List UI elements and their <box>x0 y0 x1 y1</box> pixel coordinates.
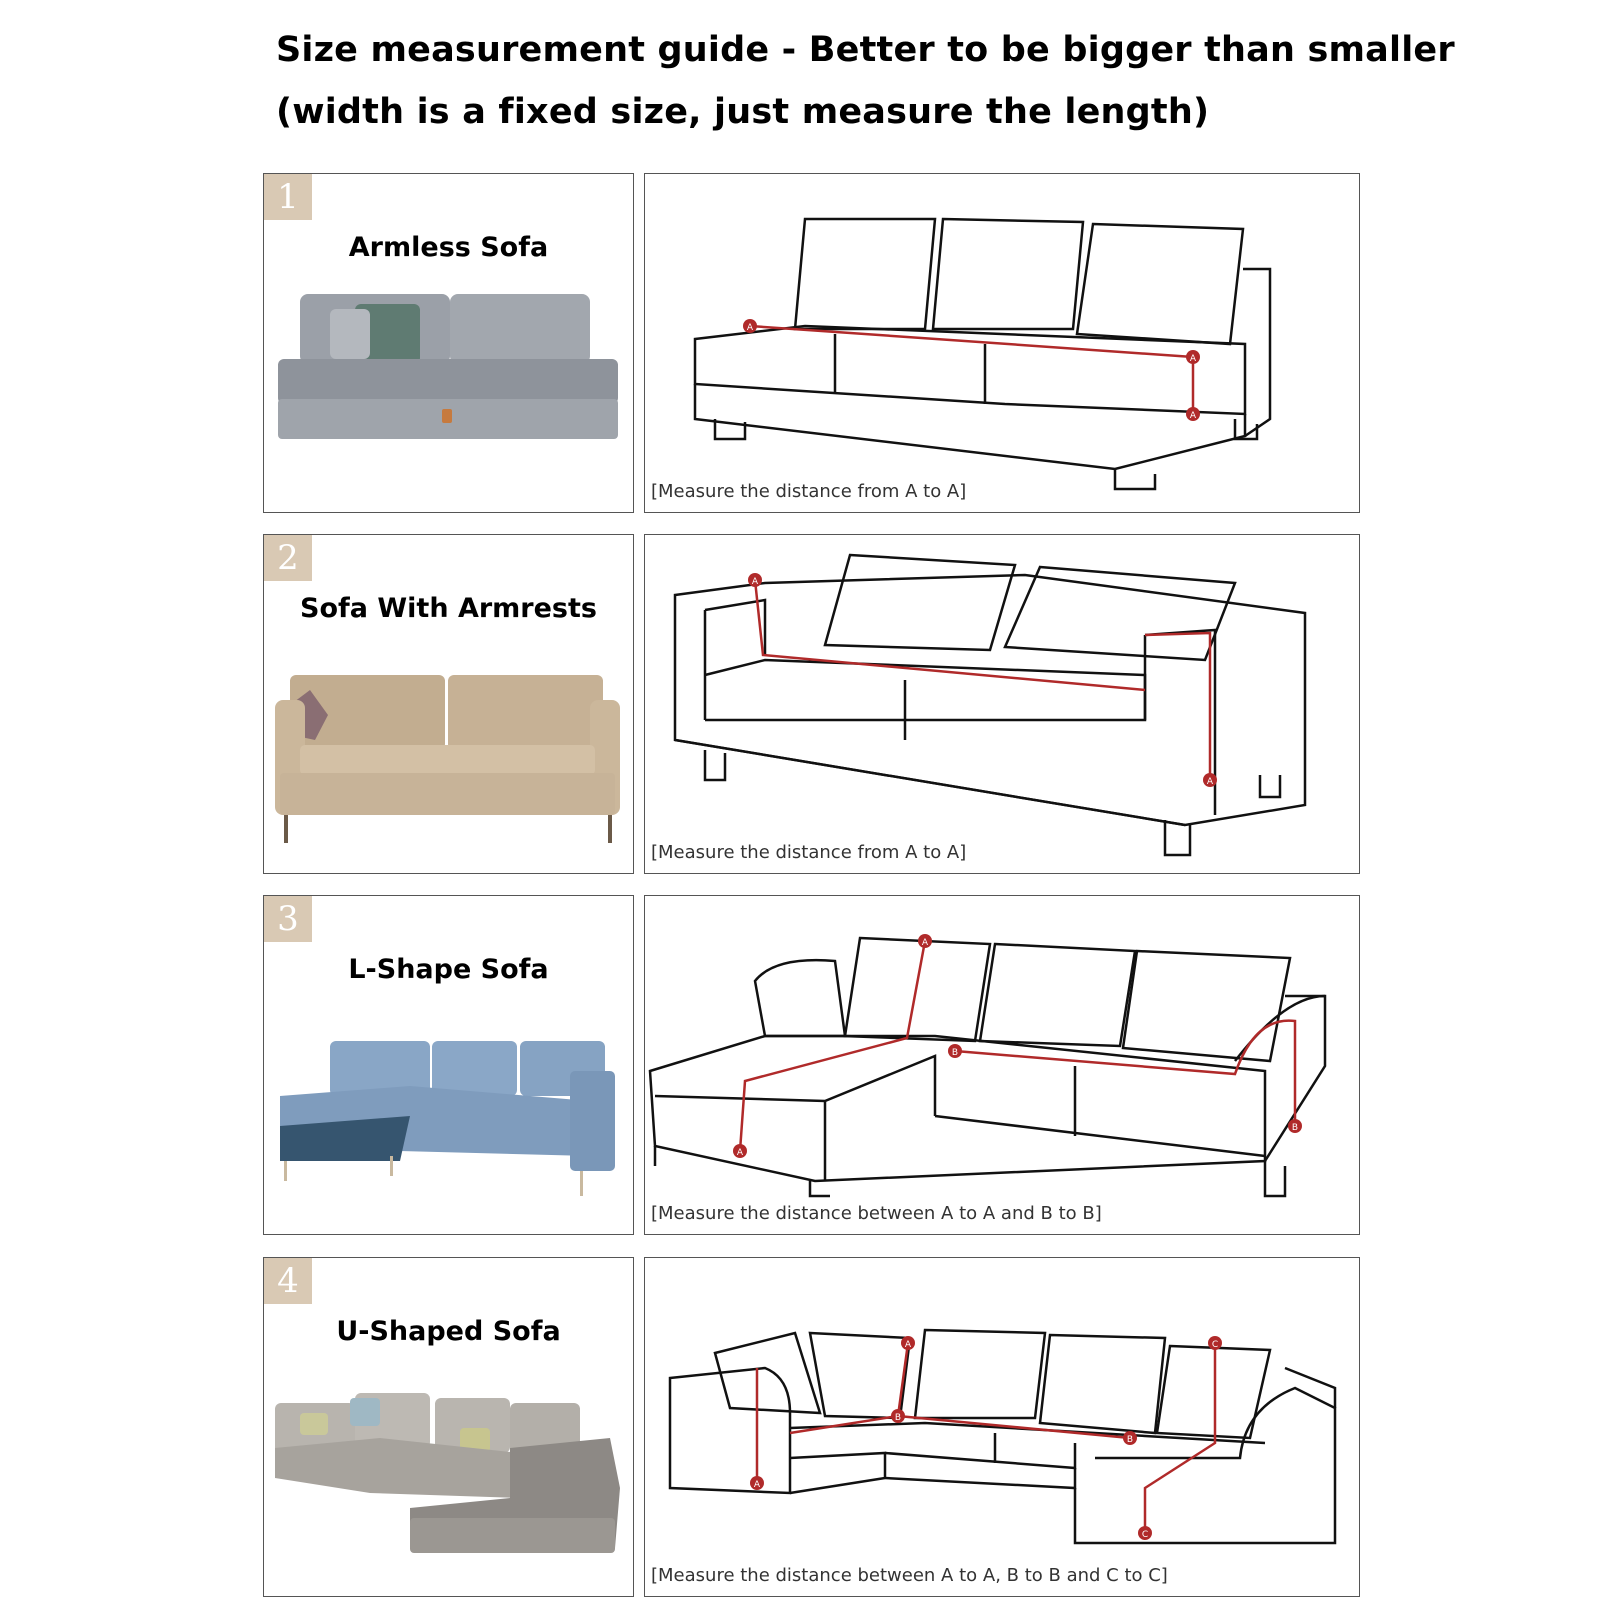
svg-text:B: B <box>951 1048 959 1058</box>
step-3-diagram-panel <box>644 895 1360 1235</box>
step-number-badge: 3 <box>264 896 312 942</box>
svg-text:B: B <box>1126 1435 1134 1445</box>
step-2-photo-panel <box>263 534 634 874</box>
step-1-photo-panel <box>263 173 634 513</box>
sofa-with-armrests-diagram <box>645 535 1361 875</box>
measure-marker-c <box>1138 1526 1152 1540</box>
sofa-type-label: Sofa With Armrests <box>300 593 597 624</box>
u-shaped-sofa-diagram <box>645 1258 1361 1598</box>
svg-text:A: A <box>1206 777 1214 787</box>
measure-caption: [Measure the distance from A to A] <box>651 481 967 502</box>
step-number-badge: 1 <box>264 174 312 220</box>
l-shape-sofa-photo <box>270 1006 626 1226</box>
measure-marker-b <box>1123 1431 1137 1445</box>
sofa-type-label: L-Shape Sofa <box>348 954 549 985</box>
measure-marker-a <box>748 573 762 587</box>
svg-text:A: A <box>1189 354 1197 364</box>
measure-marker-a <box>918 934 932 948</box>
measure-marker-c <box>1208 1336 1222 1350</box>
l-shape-sofa-diagram <box>645 896 1361 1236</box>
measure-caption: [Measure the distance between A to A and B to B] <box>651 1203 1102 1224</box>
svg-text:A: A <box>746 323 754 333</box>
step-4-diagram-panel <box>644 1257 1360 1597</box>
sofa-type-label: U-Shaped Sofa <box>336 1316 561 1347</box>
measure-marker-a <box>733 1144 747 1158</box>
guide-subtitle: (width is a fixed size, just measure the length) <box>276 92 1210 132</box>
measure-marker-a <box>1186 350 1200 364</box>
measure-marker-a <box>1186 407 1200 421</box>
sofa-with-armrests-photo <box>270 645 626 865</box>
svg-text:A: A <box>753 1480 761 1490</box>
measure-marker-b <box>891 1409 905 1423</box>
armless-sofa-diagram <box>645 174 1361 514</box>
step-number-badge: 4 <box>264 1258 312 1304</box>
sofa-type-label: Armless Sofa <box>348 232 549 263</box>
measure-marker-a <box>901 1336 915 1350</box>
svg-text:B: B <box>894 1413 902 1423</box>
armless-sofa-photo <box>270 284 626 504</box>
u-shaped-sofa-photo <box>270 1368 626 1588</box>
step-number-badge: 2 <box>264 535 312 581</box>
measure-marker-b <box>948 1044 962 1058</box>
guide-title: Size measurement guide - Better to be bigger than smaller <box>276 30 1455 70</box>
measure-caption: [Measure the distance from A to A] <box>651 842 967 863</box>
step-2-diagram-panel <box>644 534 1360 874</box>
svg-text:A: A <box>1189 411 1197 421</box>
svg-text:C: C <box>1141 1530 1149 1540</box>
measure-marker-a <box>743 319 757 333</box>
svg-text:B: B <box>1291 1123 1299 1133</box>
step-3-photo-panel <box>263 895 634 1235</box>
measure-marker-a <box>1203 773 1217 787</box>
measure-marker-b <box>1288 1119 1302 1133</box>
measure-marker-a <box>750 1476 764 1490</box>
step-1-diagram-panel <box>644 173 1360 513</box>
svg-text:A: A <box>904 1340 912 1350</box>
svg-text:A: A <box>751 577 759 587</box>
svg-text:A: A <box>921 938 929 948</box>
measure-caption: [Measure the distance between A to A, B to B and C to C] <box>651 1565 1168 1586</box>
svg-text:C: C <box>1211 1340 1219 1350</box>
svg-text:A: A <box>736 1148 744 1158</box>
step-4-photo-panel <box>263 1257 634 1597</box>
